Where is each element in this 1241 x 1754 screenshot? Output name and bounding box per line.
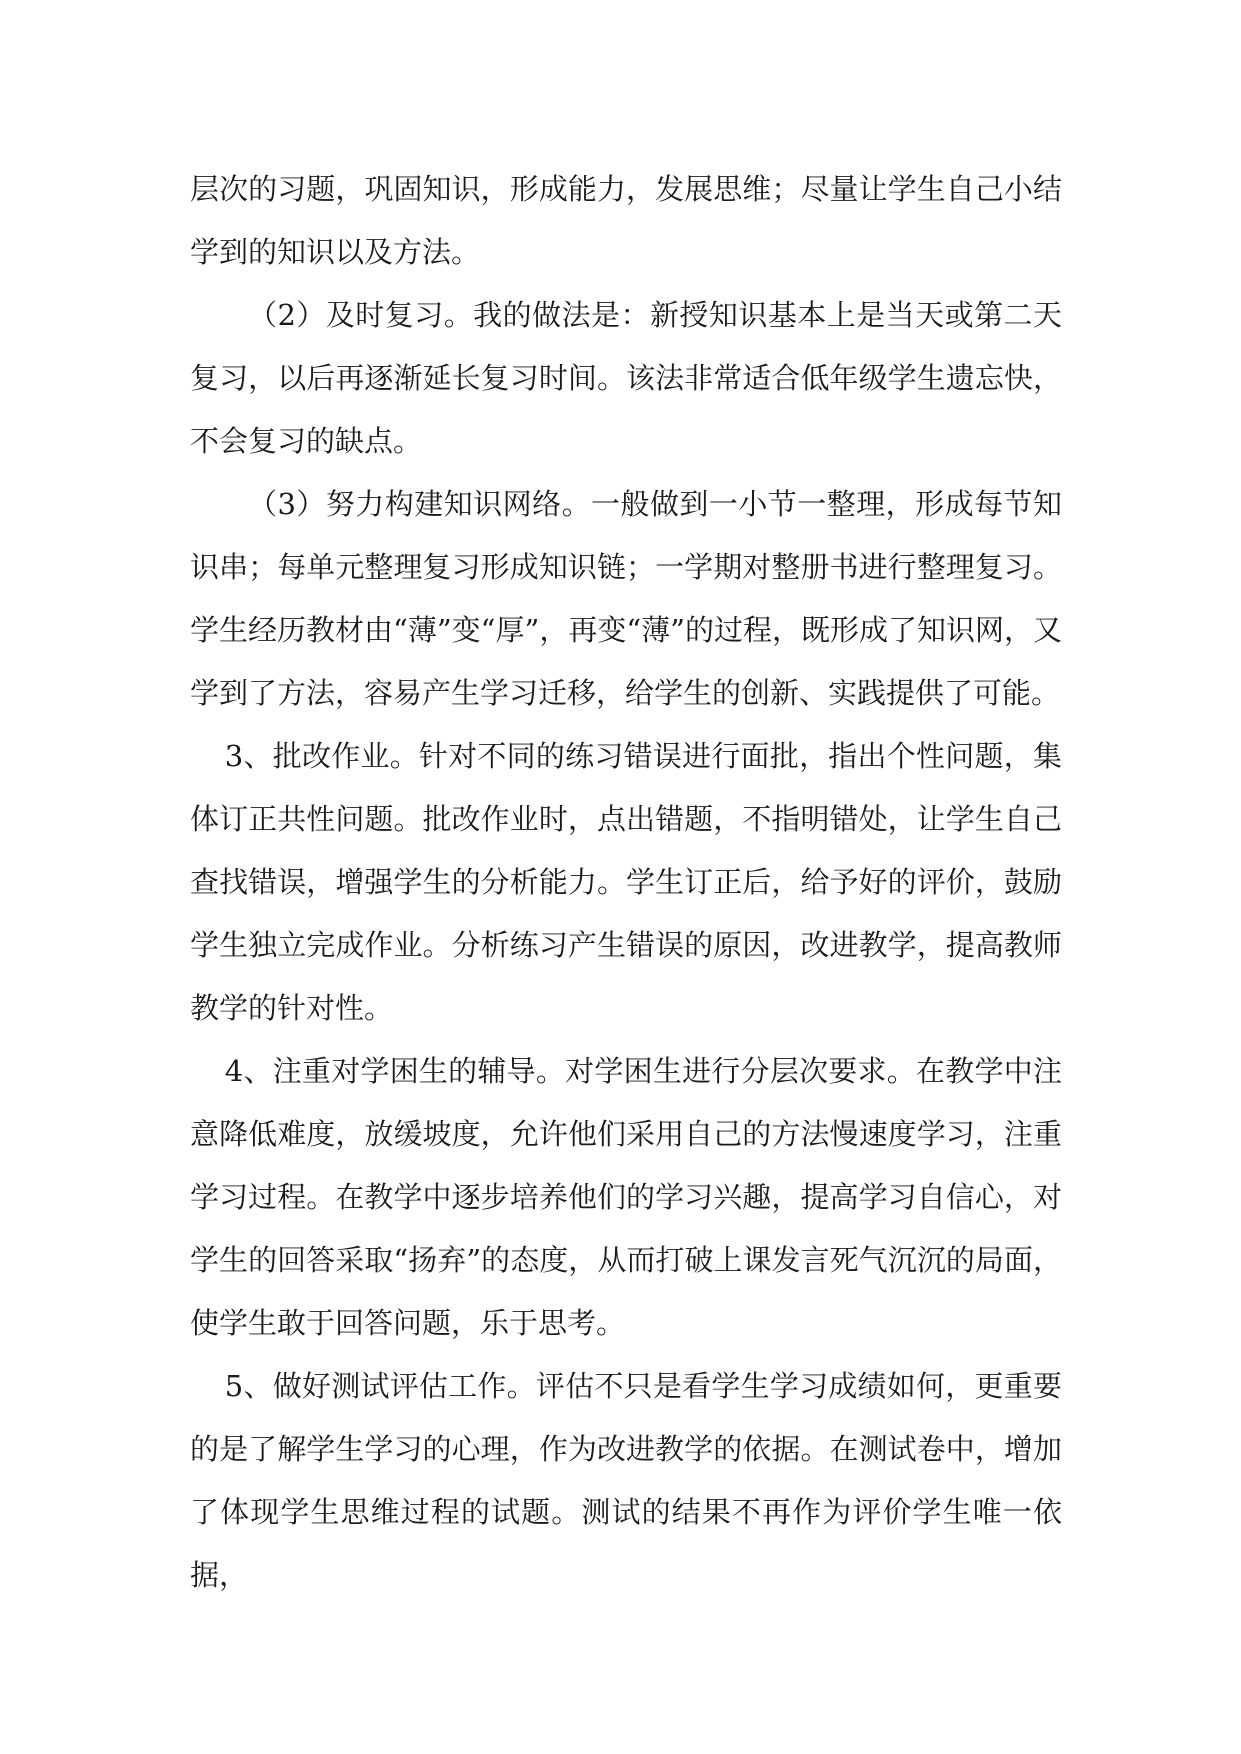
paragraph-continuation: 层次的习题，巩固知识，形成能力，发展思维；尽量让学生自己小结学到的知识以及方法。 [190,172,1062,269]
document-body [190,158,1062,1607]
paragraph-testing-evaluation: 5、做好测试评估工作。评估不只是看学生学习成绩如何，更重要的是了解学生学习的心理，作为改进教学的依据。在测试卷中，增加了体现学生思维过程的试题。测试的结果不再作为评价学生唯一依据， [190,1369,1062,1592]
paragraph-review-timely: （2）及时复习。我的做法是：新授知识基本上是当天或第二天复习，以后再逐渐延长复习时间。该法非常适合低年级学生遗忘快，不会复习的缺点。 [190,298,1062,458]
paragraph-homework-correction: 3、批改作业。针对不同的练习错误进行面批，指出个性问题，集体订正共性问题。批改作业时，点出错题，不指明错处，让学生自己查找错误，增强学生的分析能力。学生订正后，给予好的评价，鼓励学生独立完成作业。分析练习产生错误的原因，改进教学，提高教师教学的针对性。 [190,739,1062,1025]
paragraph-struggling-students: 4、注重对学困生的辅导。对学困生进行分层次要求。在教学中注意降低难度，放缓坡度，允许他们采用自己的方法慢速度学习，注重学习过程。在教学中逐步培养他们的学习兴趣，提高学习自信心，对学生的回答采取“扬弃”的态度，从而打破上课发言死气沉沉的局面，使学生敢于回答问题，乐于思考。 [190,1054,1062,1340]
paragraph-knowledge-network: （3）努力构建知识网络。一般做到一小节一整理，形成每节知识串；每单元整理复习形成知识链；一学期对整册书进行整理复习。学生经历教材由“薄”变“厚”，再变“薄”的过程，既形成了知识网，又学到了方法，容易产生学习迁移，给学生的创新、实践提供了可能。 [190,487,1062,710]
